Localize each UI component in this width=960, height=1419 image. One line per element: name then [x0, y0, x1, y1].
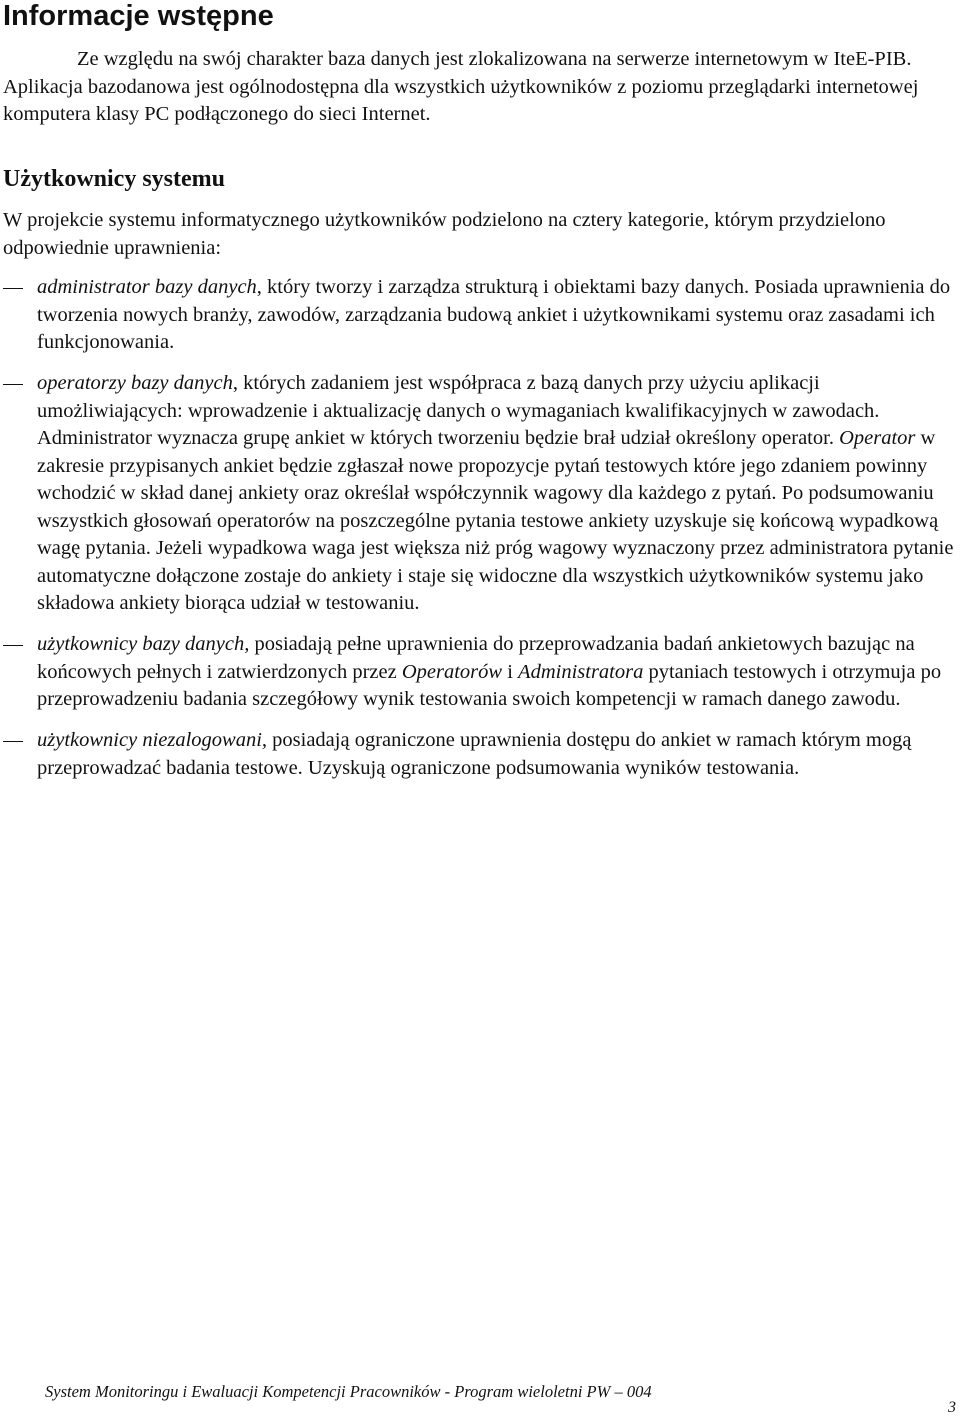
role-text: , który tworzy i zarządza strukturą i obiektami bazy danych. Posiada uprawnienia do tworzenia nowych branży, zawodów, zarządzania budową ankiet i użytkownikami systemu oraz zasadami ich funkcjonowania.: [37, 276, 951, 353]
dash-bullet-icon: [3, 288, 23, 289]
dash-bullet-icon: [3, 384, 23, 385]
role-term: operatorzy bazy danych: [37, 372, 233, 394]
role-text-continued: w zakresie przypisanych ankiet będzie zgłaszał nowe propozycje pytań testowych które jego zdaniem powinny wchodzić w skład danej ankiety oraz określał współczynnik wagowy dla każdego z pytań. Po podsumowaniu wszystkich głosowań operatorów na poszczególne pytania testowe ankiety uzyskuje się końcową wypadkową wagę pytania. Jeżeli wypadkowa waga jest większa niż próg wagowy wyznaczony przez administratora pytanie automatyczne dołączone zostaje do ankiety i staje się widoczne dla wszystkich użytkowników systemu jako składowa ankiety biorąca udział w testowaniu.: [37, 427, 954, 614]
user-roles-list: [0, 274, 960, 782]
list-item: [0, 631, 955, 714]
role-term: użytkownicy bazy danych,: [37, 633, 250, 655]
role-text-continued: pytaniach testowych i otrzymuja po przeprowadzeniu badania szczegółowy wynik testowania swoich kompetencji w ramach danego zawodu.: [37, 660, 942, 710]
role-term: administrator bazy danych: [37, 276, 257, 298]
page-footer: System Monitoringu i Ewaluacji Kompetencji Pracowników - Program wieloletni PW – 004: [45, 1382, 652, 1401]
role-text: posiadają pełne uprawnienia do przeprowadzania badań ankietowych bazując na końcowych pełnych i zatwierdzonych przez: [37, 633, 915, 683]
role-term-administrator: Administratora: [518, 660, 644, 683]
role-text: posiadają ograniczone uprawnienia dostępu do ankiet w ramach którym mogą przeprowadzać badania testowe. Uzyskują ograniczone podsumowania wyników testowania.: [37, 729, 912, 779]
list-item: [0, 274, 955, 357]
role-text-connector: i: [502, 660, 519, 683]
lead-paragraph: W projekcie systemu informatycznego użytkowników podzielono na cztery kategorie, którym przydzielono odpowiednie uprawnienia:: [3, 209, 886, 259]
page-number: 3: [948, 1399, 956, 1416]
list-item: [0, 370, 955, 618]
dash-bullet-icon: [3, 645, 23, 646]
list-item: [0, 727, 955, 782]
page-title: Informacje wstępne: [3, 0, 274, 32]
section-title: Użytkownicy systemu: [3, 166, 225, 192]
role-term: użytkownicy niezalogowani,: [37, 729, 268, 751]
intro-paragraph: Ze względu na swój charakter baza danych jest zlokalizowana na serwerze internetowym w IteE-PIB. Aplikacja bazodanowa jest ogólnodostępna dla wszystkich użytkowników z poziomu przeglądarki internetowej komputera klasy PC podłączonego do sieci Internet.: [3, 48, 919, 125]
dash-bullet-icon: [3, 741, 23, 742]
role-term-operator: Operator: [839, 427, 916, 449]
role-text: , których zadaniem jest współpraca z bazą danych przy użyciu aplikacji umożliwiających: wprowadzenie i aktualizację danych o wymaganiach kwalifikacyjnych w zawodach. Administrator wyznacza grupę ankiet w których tworzeniu będzie brał udział określony operator.: [37, 372, 880, 449]
role-term-operators: Operatorów: [401, 660, 503, 683]
